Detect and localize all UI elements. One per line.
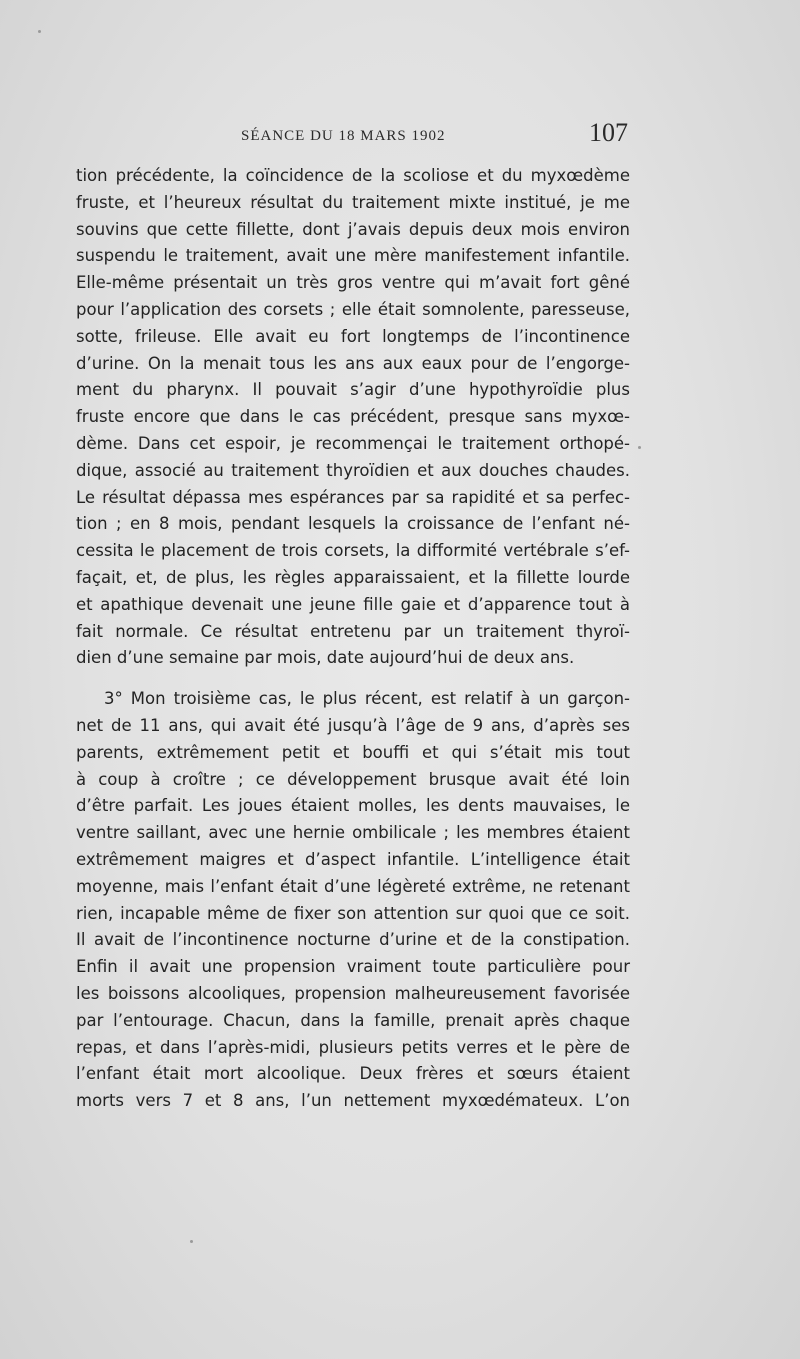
- page-number: 107: [589, 118, 628, 147]
- text-line: dique, associé au traitement thyroïdien et aux douches chaudes.: [76, 460, 630, 480]
- text-line: façait, et, de plus, les règles apparaissaient, et la fillette lourde: [76, 567, 630, 587]
- text-line: suspendu le traitement, avait une mère manifestement infantile.: [76, 246, 630, 266]
- text-line: d’urine. On la menait tous les ans aux eaux pour de l’engorge-: [76, 353, 630, 373]
- body-text: [76, 163, 630, 1115]
- text-line: rien, incapable même de fixer son attention sur quoi que ce soit.: [76, 903, 630, 923]
- text-line: dien d’une semaine par mois, date aujourd’hui de deux ans.: [76, 648, 575, 668]
- text-line: net de 11 ans, qui avait été jusqu’à l’âge de 9 ans, d’après ses: [76, 715, 630, 735]
- text-line: Il avait de l’incontinence nocturne d’urine et de la constipation.: [76, 930, 630, 950]
- text-line: morts vers 7 et 8 ans, l’un nettement myxœdémateux. L’on: [76, 1091, 630, 1111]
- text-line: fait normale. Ce résultat entretenu par un traitement thyroï-: [76, 621, 630, 641]
- text-line: dème. Dans cet espoir, je recommençai le traitement orthopé-: [76, 433, 630, 453]
- text-line: tion ; en 8 mois, pendant lesquels la croissance de l’enfant né-: [76, 514, 630, 534]
- text-line: d’être parfait. Les joues étaient molles, les dents mauvaises, le: [76, 796, 630, 816]
- text-line: Elle-même présentait un très gros ventre qui m’avait fort gêné: [76, 273, 630, 293]
- running-head: [76, 118, 628, 154]
- paper-speck: [638, 446, 641, 449]
- paper-speck: [38, 30, 41, 33]
- text-line: ventre saillant, avec une hernie ombilicale ; les membres étaient: [76, 823, 630, 843]
- text-line: parents, extrêmement petit et bouffi et qui s’était mis tout: [76, 742, 630, 762]
- running-title: SÉANCE DU 18 MARS 1902: [241, 128, 446, 144]
- text-line: extrêmement maigres et d’aspect infantile. L’intelligence était: [76, 849, 630, 869]
- text-line: cessita le placement de trois corsets, la difformité vertébrale s’ef-: [76, 541, 630, 561]
- text-line: à coup à croître ; ce développement brusque avait été loin: [76, 769, 630, 789]
- text-line: souvins que cette fillette, dont j’avais depuis deux mois environ: [76, 219, 630, 239]
- paper-speck: [190, 1240, 193, 1243]
- text-line: repas, et dans l’après-midi, plusieurs petits verres et le père de: [76, 1037, 630, 1057]
- text-line: les boissons alcooliques, propension malheureusement favorisée: [76, 983, 630, 1003]
- paragraph-1: [76, 163, 630, 672]
- text-line: fruste encore que dans le cas précédent, presque sans myxœ-: [76, 407, 630, 427]
- text-line: Enfin il avait une propension vraiment toute particulière pour: [76, 957, 630, 977]
- text-line: moyenne, mais l’enfant était d’une légèreté extrême, ne retenant: [76, 876, 630, 896]
- text-line: Le résultat dépassa mes espérances par sa rapidité et sa perfec-: [76, 487, 630, 507]
- text-line: ment du pharynx. Il pouvait s’agir d’une hypothyroïdie plus: [76, 380, 630, 400]
- text-line: fruste, et l’heureux résultat du traitement mixte institué, je me: [76, 192, 630, 212]
- text-line: et apathique devenait une jeune fille gaie et d’apparence tout à: [76, 594, 630, 614]
- paragraph-2: [76, 686, 630, 1115]
- text-line: tion précédente, la coïncidence de la scoliose et du myxœdème: [76, 166, 630, 185]
- text-line: pour l’application des corsets ; elle était somnolente, paresseuse,: [76, 299, 630, 319]
- text-line: sotte, frileuse. Elle avait eu fort longtemps de l’incontinence: [76, 326, 630, 346]
- text-line: l’enfant était mort alcoolique. Deux frères et sœurs étaient: [76, 1064, 630, 1084]
- text-line: 3° Mon troisième cas, le plus récent, est relatif à un garçon-: [104, 689, 630, 709]
- text-line: par l’entourage. Chacun, dans la famille, prenait après chaque: [76, 1010, 630, 1030]
